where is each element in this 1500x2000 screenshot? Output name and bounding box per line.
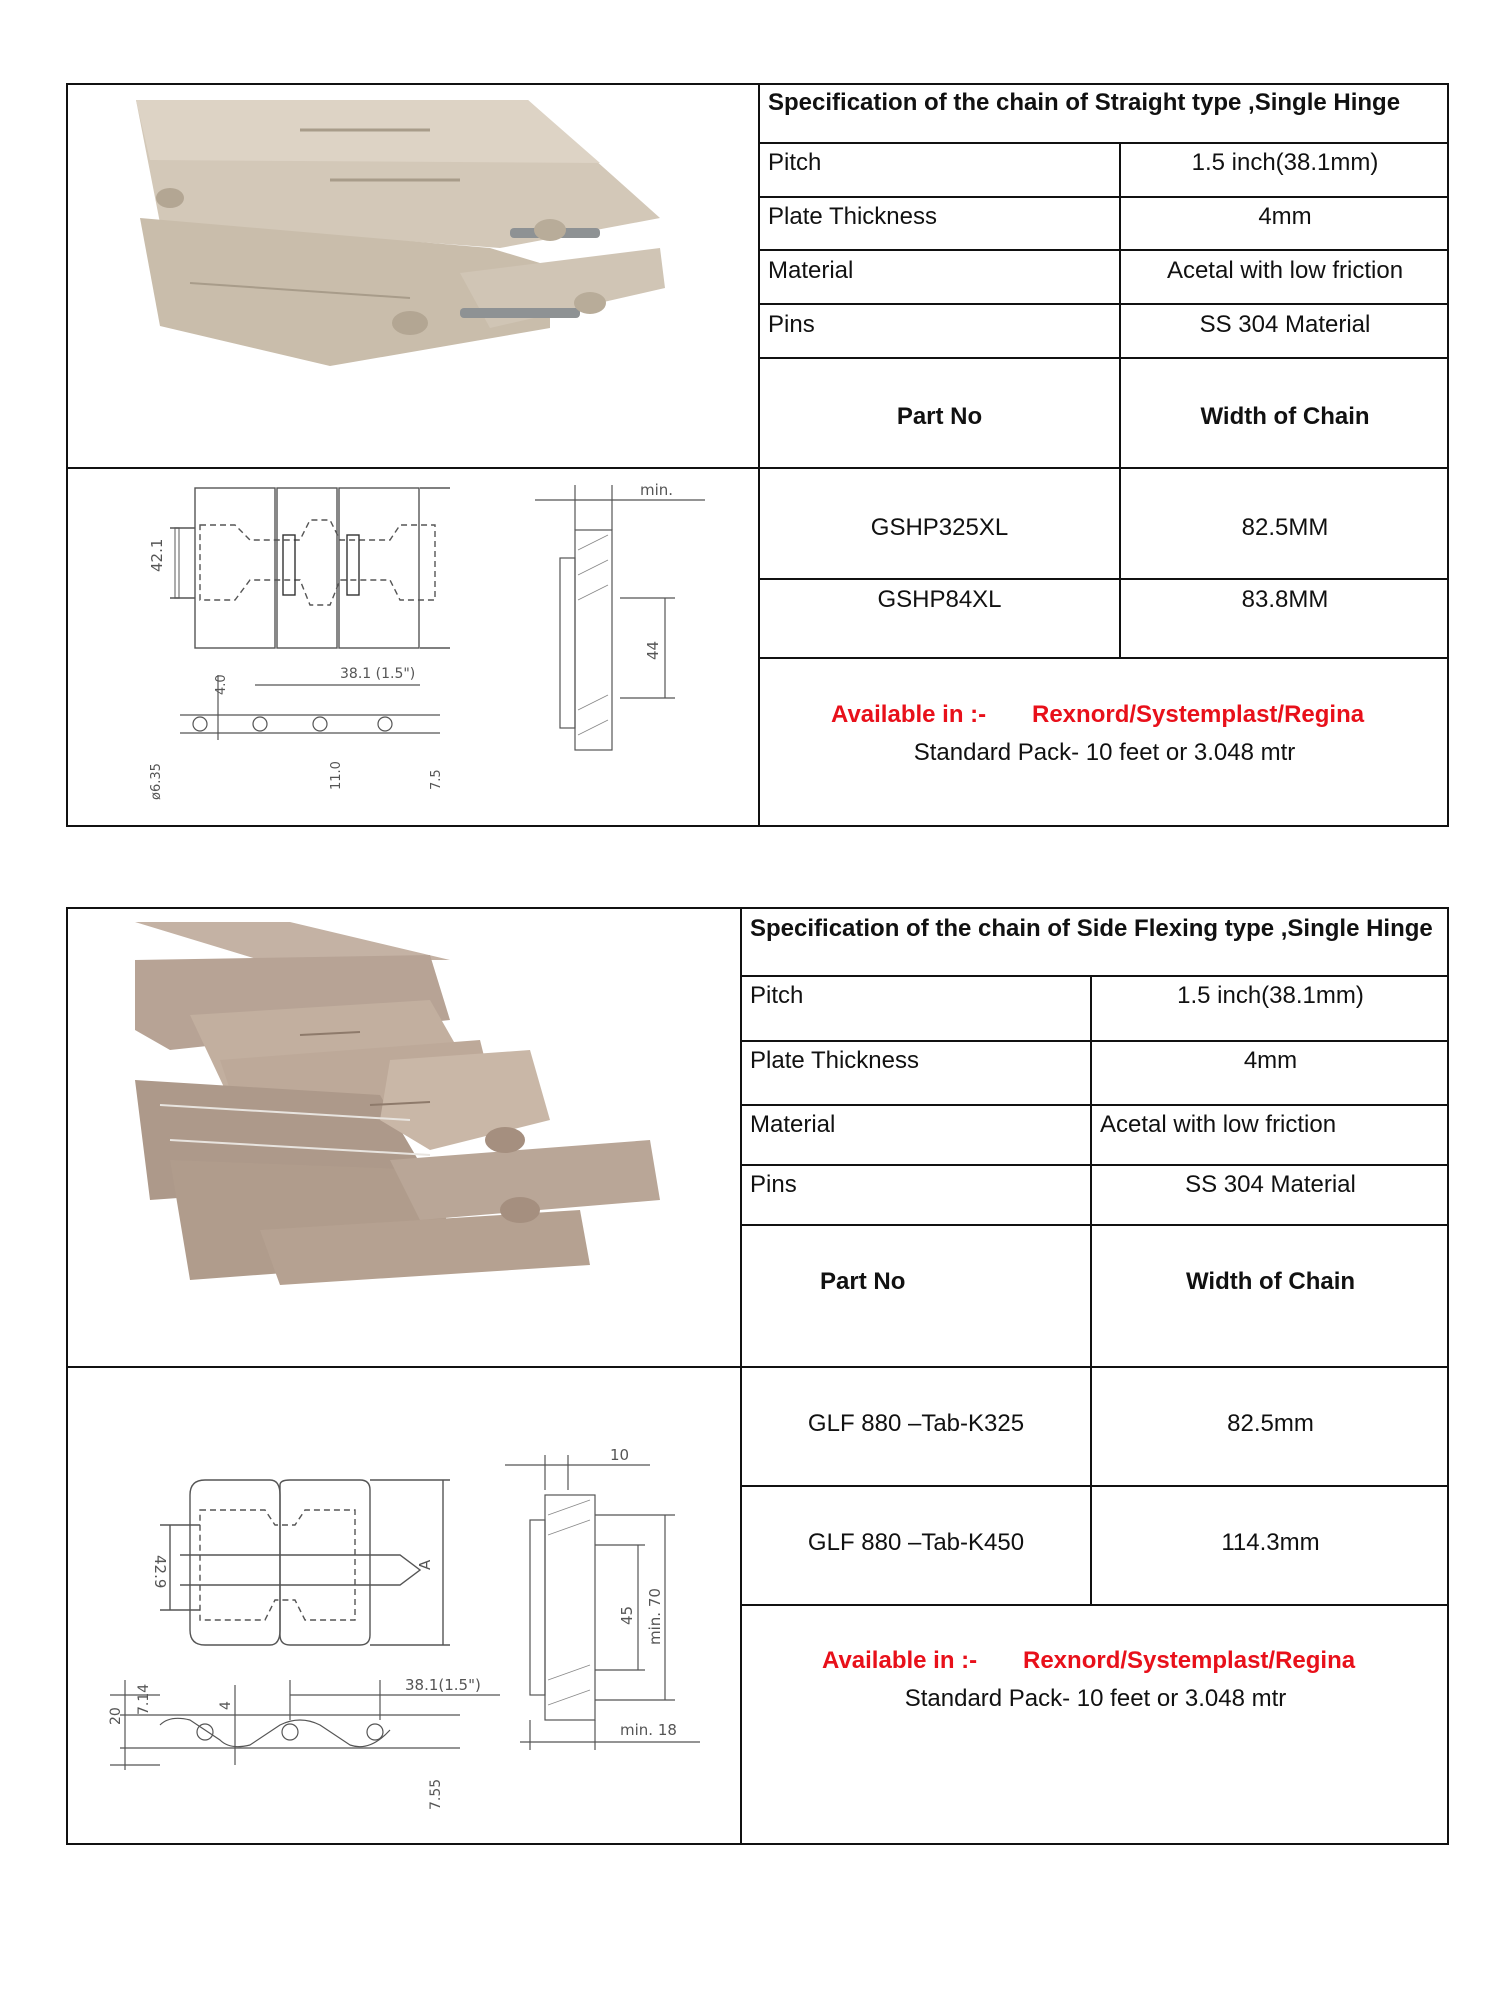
- part-no-cell: GSHP84XL: [877, 586, 1002, 613]
- part-no-cell: GLF 880 –Tab-K450: [807, 1529, 1025, 1556]
- dim-44: 44: [644, 640, 662, 660]
- col-header-part-no: Part No: [896, 403, 983, 430]
- straight-chain-photo: [130, 98, 670, 368]
- standard-pack: Standard Pack- 10 feet or 3.048 mtr: [913, 739, 1296, 766]
- part-no-cell: GLF 880 –Tab-K325: [807, 1410, 1025, 1437]
- width-cell: 114.3mm: [1221, 1529, 1320, 1556]
- dim-42-9: 42.9: [151, 1555, 169, 1589]
- straight-chain-drawing: [140, 480, 740, 820]
- dim-20: 20: [108, 1707, 124, 1725]
- available-label: Available in :-: [831, 701, 987, 728]
- dim-7-14: 7.14: [136, 1683, 152, 1715]
- spec-value-material: Acetal with low friction: [1100, 1111, 1337, 1138]
- spec-label-material: Material: [750, 1111, 836, 1138]
- spec-label-pitch: Pitch: [768, 149, 822, 176]
- spec-value-thickness: 4mm: [1258, 203, 1312, 230]
- spec-value-pitch: 1.5 inch(38.1mm): [1191, 149, 1379, 176]
- col-header-part-no: Part No: [820, 1268, 906, 1295]
- dim-4: 4: [218, 1701, 234, 1710]
- dim-10: 10: [610, 1446, 630, 1464]
- dim-min: min.: [640, 481, 674, 499]
- dim-42-1: 42.1: [148, 538, 166, 572]
- width-cell: 83.8MM: [1241, 586, 1329, 613]
- spec-title: Specification of the chain of Straight type ,Single Hinge: [768, 89, 1401, 116]
- available-brands: Rexnord/Systemplast/Regina: [1023, 1647, 1356, 1674]
- dim-45: 45: [618, 1605, 636, 1625]
- dim-diameter: ø6.35: [149, 763, 164, 800]
- available-brands: Rexnord/Systemplast/Regina: [1032, 701, 1365, 728]
- dim-A: A: [416, 1559, 434, 1570]
- dim-7-5: 7.5: [429, 769, 444, 790]
- dim-pitch: 38.1 (1.5"): [340, 666, 416, 682]
- spec-label-pins: Pins: [750, 1171, 797, 1198]
- spec-label-thickness: Plate Thickness: [750, 1047, 919, 1074]
- standard-pack: Standard Pack- 10 feet or 3.048 mtr: [904, 1685, 1287, 1712]
- dim-min-18: min. 18: [620, 1721, 677, 1739]
- side-flexing-chain-drawing: [100, 1430, 720, 1830]
- col-header-width: Width of Chain: [1200, 403, 1370, 430]
- spec-value-pins: SS 304 Material: [1185, 1171, 1356, 1198]
- spec-label-material: Material: [768, 257, 854, 284]
- spec-value-material: Acetal with low friction: [1166, 257, 1404, 284]
- dim-4-0: 4.0: [214, 674, 229, 695]
- col-header-width: Width of Chain: [1185, 1268, 1356, 1295]
- width-cell: 82.5MM: [1241, 514, 1329, 541]
- spec-label-thickness: Plate Thickness: [768, 203, 937, 230]
- part-no-cell: GSHP325XL: [870, 514, 1009, 541]
- spec-label-pitch: Pitch: [750, 982, 804, 1009]
- dim-min-70: min. 70: [646, 1588, 664, 1645]
- width-cell: 82.5mm: [1227, 1410, 1314, 1437]
- spec-value-pitch: 1.5 inch(38.1mm): [1177, 982, 1364, 1009]
- available-label: Available in :-: [822, 1647, 978, 1674]
- spec-title: Specification of the chain of Side Flexing type ,Single Hinge: [750, 915, 1433, 942]
- spec-value-thickness: 4mm: [1243, 1047, 1298, 1074]
- dim-pitch: 38.1(1.5"): [405, 1676, 481, 1694]
- dim-7-55: 7.55: [428, 1778, 444, 1810]
- side-flexing-chain-photo: [130, 920, 670, 1300]
- spec-value-pins: SS 304 Material: [1199, 311, 1371, 338]
- dim-11-0: 11.0: [329, 761, 344, 790]
- spec-label-pins: Pins: [768, 311, 815, 338]
